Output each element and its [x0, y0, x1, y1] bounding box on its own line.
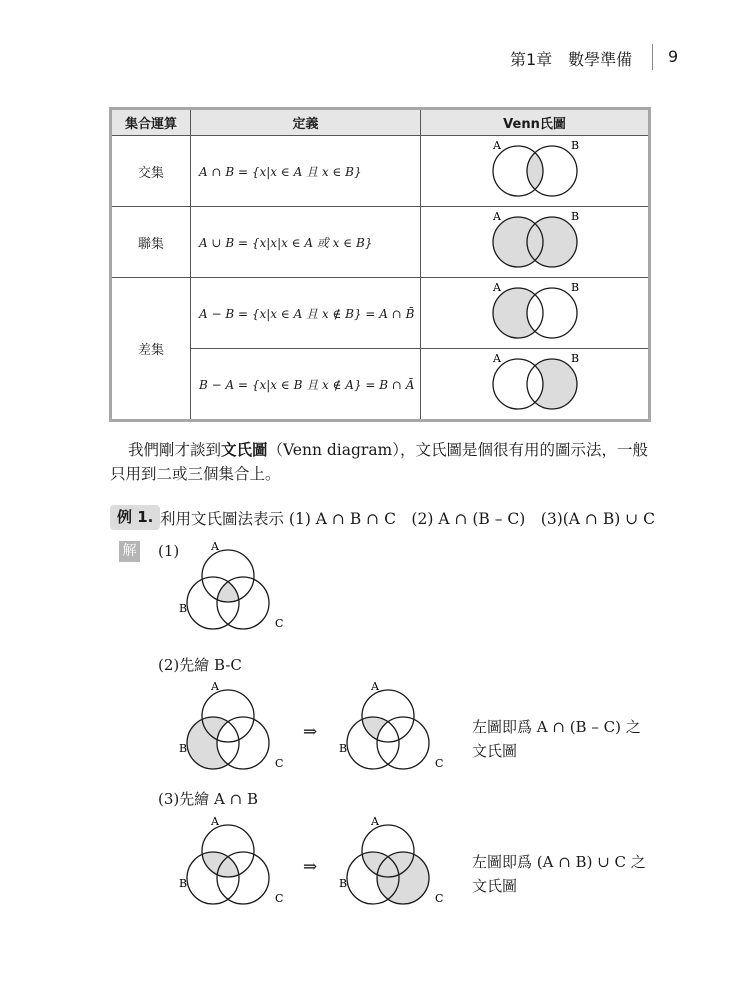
- label-a: A: [492, 139, 501, 152]
- label-a: A: [211, 680, 219, 693]
- implies-arrow: ⇒: [303, 857, 318, 877]
- table-header-row: [111, 109, 650, 136]
- intro-paragraph: [110, 438, 658, 486]
- label-b: B: [570, 352, 579, 365]
- def-b-minus-a: B − A = {x|x ∈ B 且 x ∉ A} = B ∩ Ā: [191, 349, 421, 421]
- caption-part2-line2: 文氏圖: [472, 742, 518, 760]
- label-b: B: [339, 877, 348, 890]
- part2-label: (2)先繪 B-C: [158, 656, 242, 674]
- def-a-minus-b: A − B = {x|x ∈ A 且 x ∉ B} = A ∩ B̄: [191, 278, 421, 349]
- venn-part1-abc: [175, 540, 290, 635]
- op-difference: 差集: [111, 278, 191, 421]
- venn-b-minus-a-diagram: [475, 349, 595, 415]
- header-definition: 定義: [191, 109, 421, 136]
- caption-part3-line2: 文氏圖: [472, 877, 518, 895]
- para-bold-term: 文氏圖: [221, 440, 268, 459]
- label-b: B: [570, 139, 579, 152]
- venn-part2-b-minus-c: [175, 680, 290, 775]
- op-union: 聯集: [111, 207, 191, 278]
- label-a: A: [492, 210, 501, 223]
- label-c: C: [435, 757, 444, 770]
- venn-intersection-cell: [421, 136, 650, 207]
- label-b: B: [570, 210, 579, 223]
- label-b: B: [179, 742, 188, 755]
- label-a: A: [492, 352, 501, 365]
- label-a: A: [492, 281, 501, 294]
- label-b: B: [179, 877, 188, 890]
- venn-intersection-diagram: [475, 136, 595, 202]
- chapter-title: 第1章 數學準備: [510, 50, 633, 69]
- implies-arrow: ⇒: [303, 722, 318, 742]
- venn-part2-result: [335, 680, 450, 775]
- op-intersection: 交集: [111, 136, 191, 207]
- header-venn: Venn氏圖: [421, 109, 650, 136]
- label-a: A: [371, 815, 379, 828]
- venn-b-minus-a-cell: [421, 349, 650, 421]
- example-text: 利用文氏圖法表示 (1) A ∩ B ∩ C (2) A ∩ (B – C) (3)(A ∩ B) ∪ C: [160, 510, 655, 528]
- para-before: 我們剛才談到: [128, 441, 222, 459]
- label-a: A: [211, 815, 219, 828]
- set-operations-table: [109, 107, 651, 422]
- table-row: [111, 207, 650, 278]
- label-c: C: [275, 617, 284, 630]
- label-a: A: [371, 680, 379, 693]
- label-b: B: [179, 602, 188, 615]
- label-c: C: [275, 757, 284, 770]
- def-union: A ∪ B = {x|x|x ∈ A 或 x ∈ B}: [191, 207, 421, 278]
- example-badge: 例 1.: [110, 505, 160, 530]
- label-c: C: [275, 892, 284, 905]
- part3-label: (3)先繪 A ∩ B: [158, 790, 258, 808]
- venn-a-minus-b-cell: [421, 278, 650, 349]
- para-after: （Venn diagram），文氏圖是個很有用的圖示法，一般只用到二或三個集合上。: [110, 441, 649, 483]
- table-row: [111, 278, 650, 349]
- table-row: [111, 136, 650, 207]
- label-c: C: [435, 892, 444, 905]
- solution-badge: 解: [119, 541, 140, 562]
- table-row: [111, 349, 650, 421]
- venn-union-cell: [421, 207, 650, 278]
- header-operation: 集合運算: [111, 109, 191, 136]
- caption-part3: [472, 850, 646, 898]
- label-b: B: [570, 281, 579, 294]
- def-intersection: A ∩ B = {x|x ∈ A 且 x ∈ B}: [191, 136, 421, 207]
- caption-part2: [472, 715, 641, 763]
- page-number: 9: [668, 47, 679, 66]
- header-divider: [652, 44, 653, 70]
- venn-part3-result: [335, 815, 450, 910]
- part1-label: (1): [158, 542, 180, 560]
- venn-part3-a-and-b: [175, 815, 290, 910]
- venn-union-diagram: [475, 207, 595, 273]
- caption-part2-line1: 左圖即爲 A ∩ (B – C) 之: [472, 718, 641, 736]
- label-b: B: [339, 742, 348, 755]
- label-a: A: [211, 540, 219, 553]
- venn-a-minus-b-diagram: [475, 278, 595, 344]
- caption-part3-line1: 左圖即爲 (A ∩ B) ∪ C 之: [472, 853, 646, 871]
